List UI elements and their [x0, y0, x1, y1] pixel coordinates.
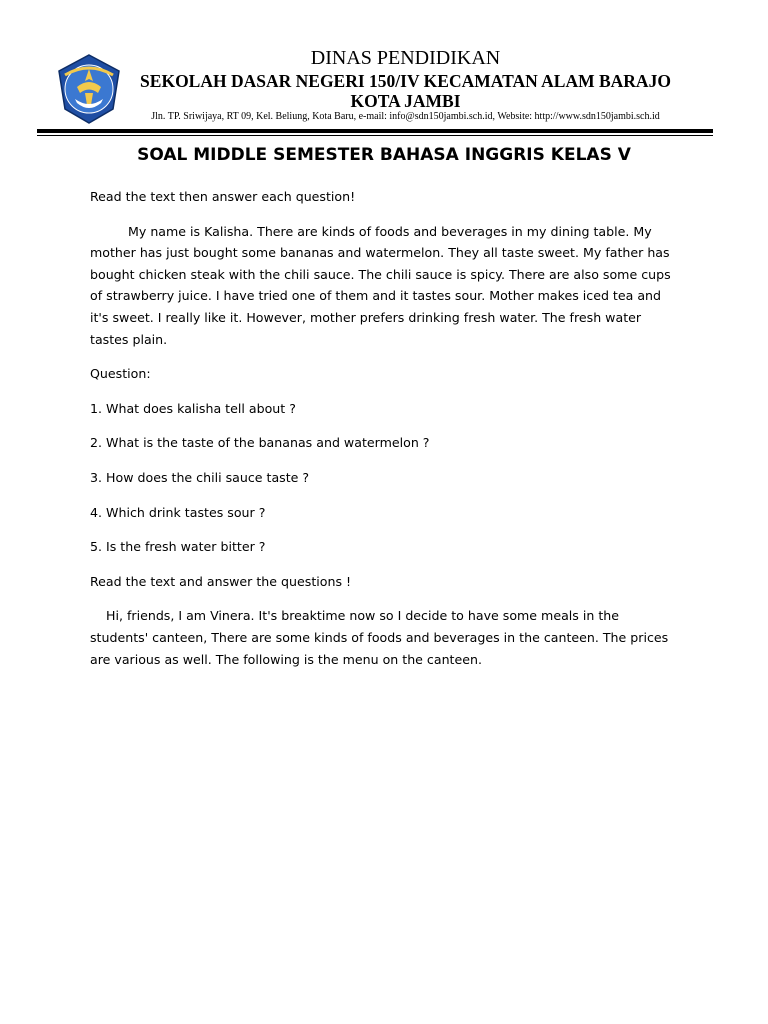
school-logo-icon: [55, 53, 123, 125]
document-title: SOAL MIDDLE SEMESTER BAHASA INGGRIS KELAS V: [137, 145, 631, 165]
question-item: 4. Which drink tastes sour ?: [90, 504, 266, 520]
school-address: Jln. TP. Sriwijaya, RT 09, Kel. Beliung, Kota Baru, e-mail: info@sdn150jambi.sch.id, Website: http://www.sdn150jambi.sch.id: [151, 111, 660, 122]
passage-1: My name is Kalisha. There are kinds of foods and beverages in my dining table. My mother has just bought some bananas and watermelon. They all taste sweet. My father has bought chicken steak with the chili sauce. The chili sauce is spicy. There are also some cups of strawberry juice. I have tried one of them and it tastes sour. Mother makes iced tea and it's sweet. I really like it. However, mother prefers drinking fresh water. The fresh water tastes plain.: [90, 223, 671, 347]
header-divider-thin: [37, 135, 713, 136]
instruction-2: Read the text and answer the questions !: [90, 573, 352, 589]
question-item: 3. How does the chili sauce taste ?: [90, 469, 310, 485]
header-divider-thick: [37, 129, 713, 133]
document-body: [90, 186, 680, 683]
tut-wuri-handayani-emblem-icon: [55, 53, 123, 125]
school-name-line2: KOTA JAMBI: [350, 91, 461, 111]
question-item: 1. What does kalisha tell about ?: [90, 400, 296, 416]
agency-name: DINAS PENDIDIKAN: [310, 47, 501, 69]
instruction-1: Read the text then answer each question!: [90, 189, 356, 204]
letterhead: [0, 0, 768, 140]
question-item: 5. Is the fresh water bitter ?: [90, 539, 266, 555]
school-name-line1: SEKOLAH DASAR NEGERI 150/IV KECAMATAN ALAM BARAJO: [140, 71, 671, 91]
question-item: 2. What is the taste of the bananas and watermelon ?: [90, 435, 430, 451]
question-label: Question:: [90, 366, 151, 382]
passage-2: Hi, friends, I am Vinera. It's breaktime now so I decide to have some meals in the students' canteen, There are some kinds of foods and beverages in the canteen. The prices are various as well. The following is the menu on the canteen.: [90, 608, 669, 667]
